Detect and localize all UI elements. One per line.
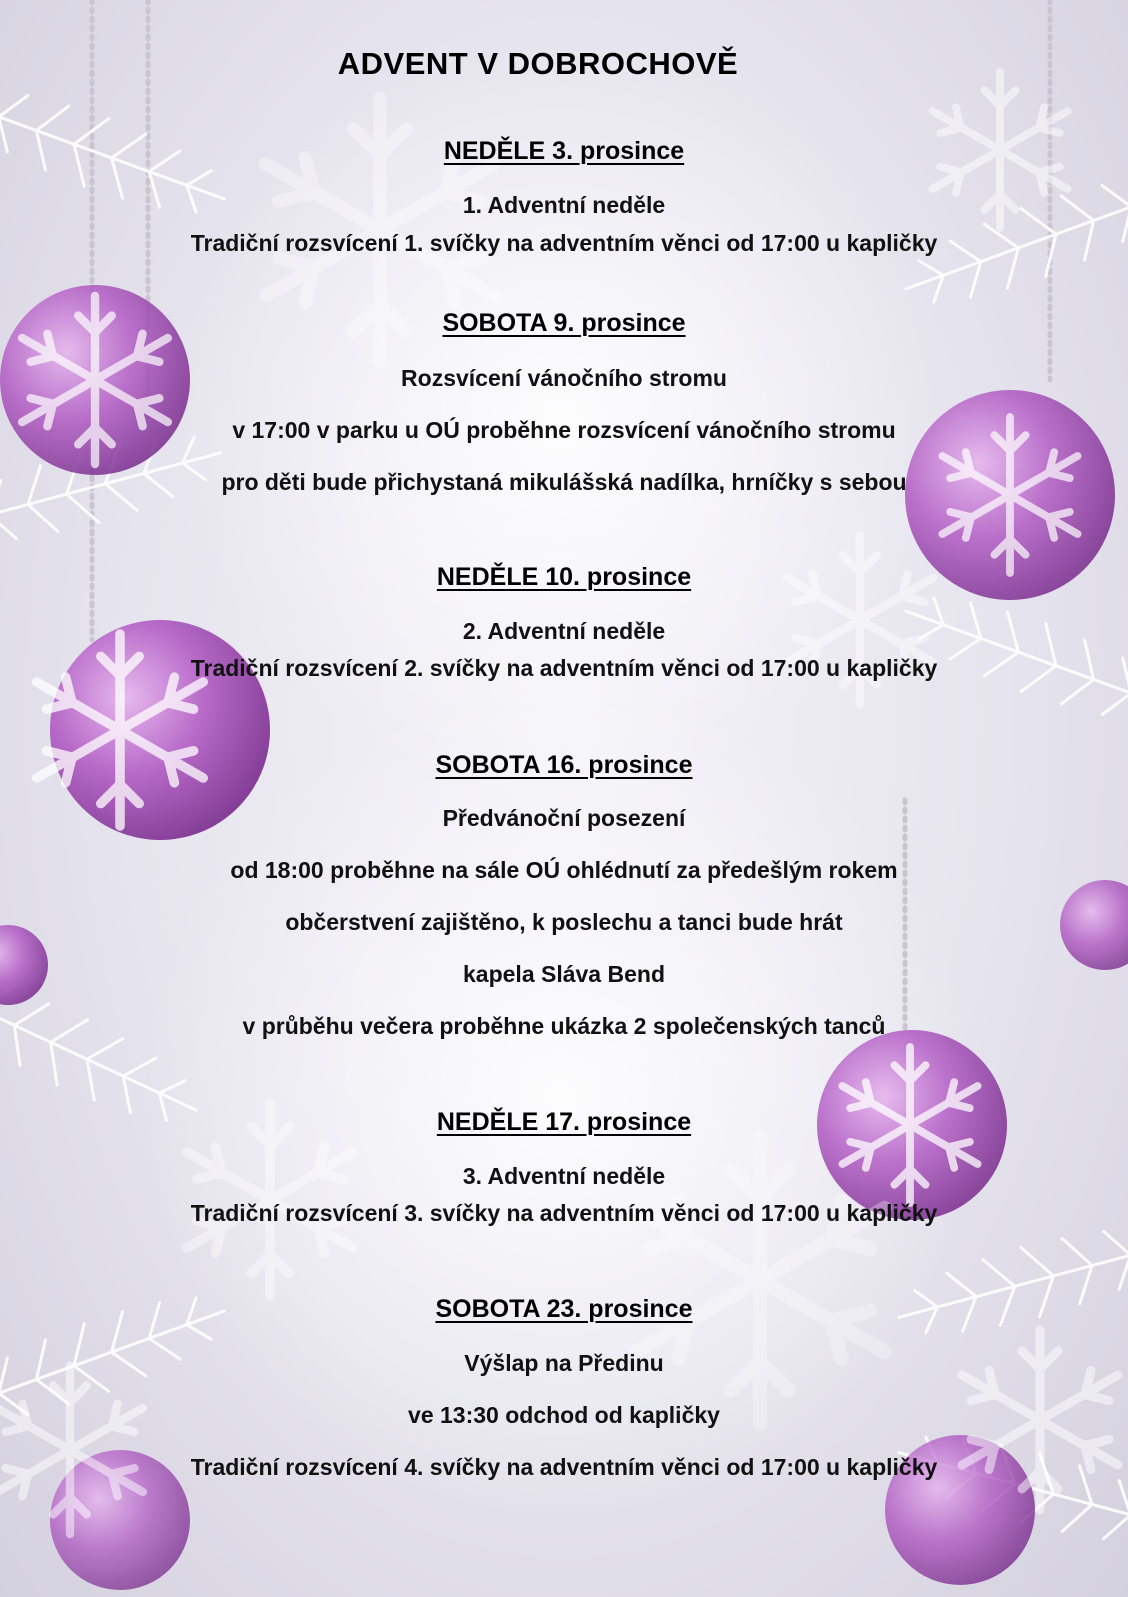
event-line: ve 13:30 odchod od kapličky	[408, 1402, 720, 1428]
event-heading: SOBOTA 23. prosince	[435, 1295, 693, 1323]
event-line: Výšlap na Předinu	[464, 1350, 664, 1376]
event-line: Tradiční rozsvícení 2. svíčky na adventním věnci od 17:00 u kapličky	[190, 655, 938, 681]
event-line: Předvánoční posezení	[442, 805, 686, 831]
event-line: Tradiční rozsvícení 3. svíčky na adventním věnci od 17:00 u kapličky	[190, 1200, 938, 1226]
event-line: kapela Sláva Bend	[463, 961, 665, 987]
event-line: 1. Adventní neděle	[462, 192, 666, 218]
event-heading: SOBOTA 9. prosince	[442, 309, 686, 337]
event-heading: SOBOTA 16. prosince	[435, 751, 693, 779]
event-line: 2. Adventní neděle	[462, 618, 666, 644]
event-line: v 17:00 v parku u OÚ proběhne rozsvícení vánočního stromu	[232, 417, 896, 443]
page-title: ADVENT V DOBROCHOVĚ	[337, 46, 739, 81]
event-line: od 18:00 proběhne na sále OÚ ohlédnutí za předešlým rokem	[230, 857, 898, 883]
event-line: Rozsvícení vánočního stromu	[401, 365, 727, 391]
event-line: 3. Adventní neděle	[462, 1163, 666, 1189]
event-line: Tradiční rozsvícení 1. svíčky na adventním věnci od 17:00 u kapličky	[190, 230, 938, 256]
event-line: pro děti bude přichystaná mikulášská nadílka, hrníčky s sebou	[221, 469, 907, 495]
event-line: v průběhu večera proběhne ukázka 2 společenských tanců	[242, 1013, 886, 1039]
event-line: občerstvení zajištěno, k poslechu a tanci bude hrát	[285, 909, 843, 935]
event-heading: NEDĚLE 17. prosince	[436, 1108, 692, 1136]
event-heading: NEDĚLE 3. prosince	[443, 137, 685, 165]
event-line: Tradiční rozsvícení 4. svíčky na adventním věnci od 17:00 u kapličky	[190, 1454, 938, 1480]
event-heading: NEDĚLE 10. prosince	[436, 563, 692, 591]
